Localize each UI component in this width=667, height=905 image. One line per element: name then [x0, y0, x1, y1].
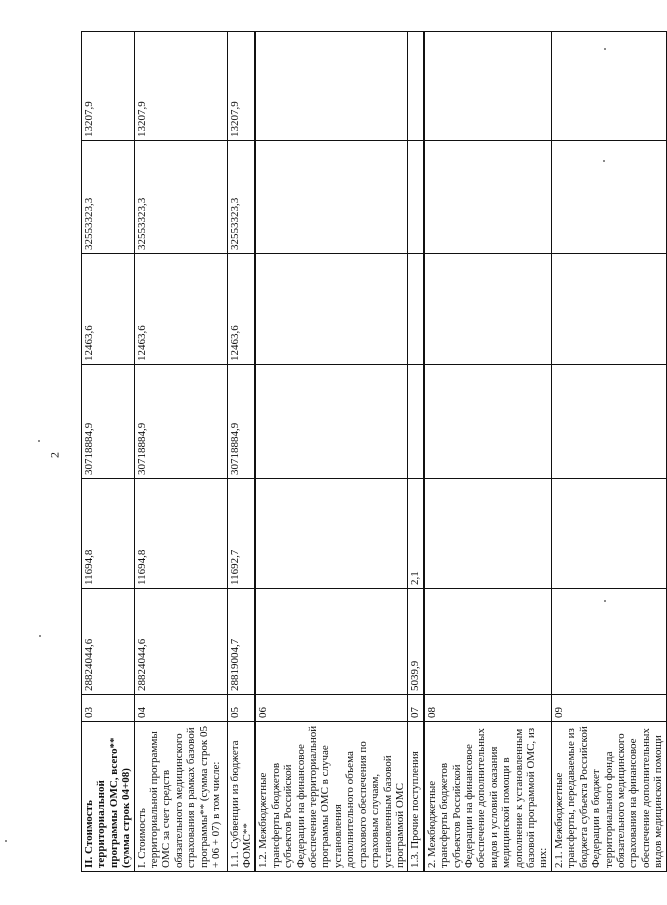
value-cell: 28824044,6 — [82, 589, 135, 695]
row-label: 1.2. Межбюджетные трансферты бюджетов субъектов Российской Федерации на финансовое обеспечение территориальной программы ОМС в случае установления дополнительного объема страхового обеспечения по страховым случаям, установленным базовой программой ОМС — [255, 722, 407, 872]
value-cell: 32553323,3 — [134, 141, 227, 254]
value-cell — [551, 254, 666, 365]
value-cell: 12463,6 — [227, 254, 255, 365]
row-label: 1.1. Субвенции из бюджета ФОМС** — [227, 722, 255, 872]
value-cell — [408, 254, 424, 365]
value-cell — [255, 141, 407, 254]
table-row — [134, 32, 227, 872]
value-cell — [551, 589, 666, 695]
table-body — [82, 32, 667, 872]
value-cell: 13207,9 — [134, 32, 227, 141]
row-label: 2.1. Межбюджетные трансферты, передаваемые из бюджета субъекта Российской Федерации в бюджет территориального фонда обязательного медицинского страхования на финансовое обеспечение дополнительных видов медицинской помощи — [551, 722, 666, 872]
value-cell: 30718884,9 — [82, 365, 135, 479]
row-code: 06 — [255, 695, 407, 722]
table-row — [408, 32, 424, 872]
value-cell — [408, 365, 424, 479]
row-label: 1.3. Прочие поступления — [408, 722, 424, 872]
row-code: 04 — [134, 695, 227, 722]
row-code: 09 — [551, 695, 666, 722]
value-cell: 32553323,3 — [227, 141, 255, 254]
scan-speck — [5, 840, 7, 842]
scan-speck — [38, 440, 40, 442]
row-code: 07 — [408, 695, 424, 722]
rotated-page — [81, 32, 665, 872]
value-cell: 28824044,6 — [134, 589, 227, 695]
value-cell — [255, 365, 407, 479]
row-code: 08 — [424, 695, 552, 722]
value-cell: 13207,9 — [227, 32, 255, 141]
table-row — [424, 32, 552, 872]
budget-table — [81, 31, 667, 872]
value-cell: 12463,6 — [134, 254, 227, 365]
value-cell: 12463,6 — [82, 254, 135, 365]
value-cell: 2,1 — [408, 479, 424, 589]
value-cell: 5039,9 — [408, 589, 424, 695]
value-cell: 11694,8 — [134, 479, 227, 589]
page-number: 2 — [47, 452, 62, 458]
value-cell — [408, 32, 424, 141]
row-code: 05 — [227, 695, 255, 722]
value-cell — [424, 254, 552, 365]
value-cell: 32553323,3 — [82, 141, 135, 254]
value-cell: 30718884,9 — [134, 365, 227, 479]
value-cell — [551, 141, 666, 254]
table-row — [255, 32, 407, 872]
value-cell — [255, 589, 407, 695]
value-cell: 13207,9 — [82, 32, 135, 141]
value-cell: 30718884,9 — [227, 365, 255, 479]
value-cell — [424, 141, 552, 254]
value-cell: 11692,7 — [227, 479, 255, 589]
value-cell — [408, 141, 424, 254]
value-cell — [424, 589, 552, 695]
value-cell — [255, 479, 407, 589]
row-label: I. Стоимость территориальной программы ОМС за счет средств обязательного медицинского страхования в рамках базовой программы** (сумма строк 05 + 06 + 07) в том числе: — [134, 722, 227, 872]
value-cell: 11694,8 — [82, 479, 135, 589]
scan-speck — [39, 635, 41, 637]
value-cell — [424, 32, 552, 141]
value-cell — [255, 254, 407, 365]
table-row — [82, 32, 135, 872]
value-cell — [424, 479, 552, 589]
value-cell — [551, 365, 666, 479]
table-row — [551, 32, 666, 872]
value-cell — [255, 32, 407, 141]
table-row — [227, 32, 255, 872]
value-cell: 28819004,7 — [227, 589, 255, 695]
value-cell — [424, 365, 552, 479]
value-cell — [551, 479, 666, 589]
row-label: 2. Межбюджетные трансферты бюджетов субъектов Российской Федерации на финансовое обеспечение дополнительных видов и условий оказания медицинской помощи в дополнение к установленным базовой программой ОМС, из них: — [424, 722, 552, 872]
row-label: II. Стоимость территориальной программы ОМС, всего** (сумма строк 04+08) — [82, 722, 135, 872]
value-cell — [551, 32, 666, 141]
row-code: 03 — [82, 695, 135, 722]
